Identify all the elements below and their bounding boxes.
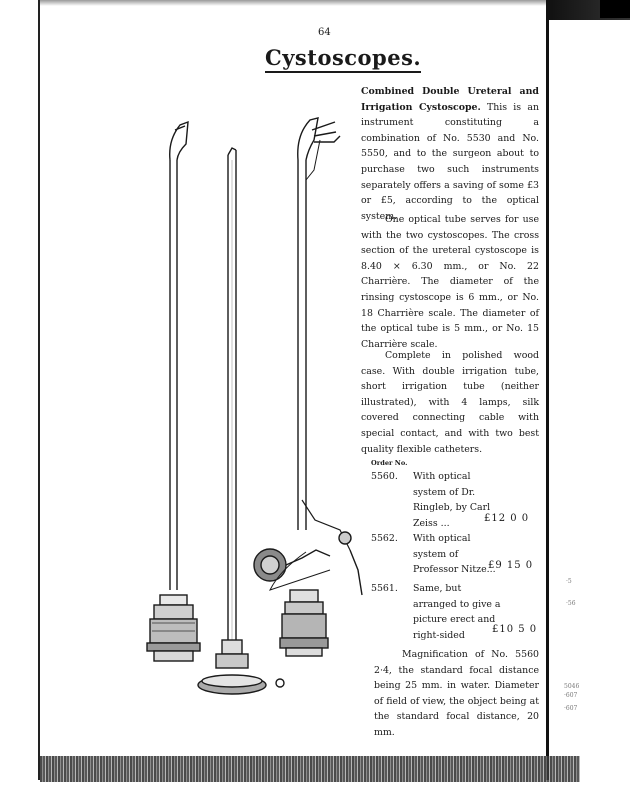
facing-page-text: ·56 [566, 600, 576, 607]
case-contents-paragraph: Complete in polished wood case. With double irrigation tube, short irrigation tube (neither illustrated), with 4 lamps, silk covered connecting cable with special contact, and with two best quality flexible catheters. [361, 350, 539, 455]
order-no-label: Order No. [371, 459, 408, 467]
ureteral-cystoscope-drawing [147, 122, 200, 661]
cystoscope-illustration [130, 100, 370, 700]
page-bottom-scan-edge [40, 756, 580, 782]
optical-tube-drawing [198, 148, 284, 694]
order-description: With optical system of Dr. Ringleb, by Carl Zeiss ... [413, 471, 491, 529]
order-description: With optical system of Professor Nitze... [413, 533, 496, 576]
order-price: £9 15 0 [488, 560, 534, 571]
order-description: Same, but arranged to give a picture erect and right-sided [413, 583, 501, 641]
order-number: 5562. [371, 533, 398, 544]
facing-page-tab [600, 0, 630, 18]
magnification-paragraph: Magnification of No. 5560 2·4, the standard focal distance being 25 mm. in water. Diameter of field of view, the object being at the standard focal distance, 20 mm. [374, 649, 539, 738]
optical-tube-paragraph: One optical tube serves for use with the two cystoscopes. The cross section of the ureteral cystoscope is 8.40 × 6.30 mm., or No. 22 Charrière. The diameter of the rinsing cystoscope is 6 mm., or No. 18 Charrière scale. The diameter of the optical tube is 5 mm., or No. 15 Charrière scale. [361, 214, 539, 350]
page-right-rule [546, 0, 549, 780]
page-left-rule [38, 0, 40, 780]
order-price: £12 0 0 [484, 513, 530, 524]
intro-text: This is an instrument constituting a combination of No. 5530 and No. 5550, and to the surgeon about to purchase two such instruments separately offers a saving of some £3 or £5, according to the optical system. [361, 101, 539, 222]
page-number: 64 [318, 27, 331, 38]
order-number: 5560. [371, 471, 398, 482]
intro-paragraph [361, 84, 539, 224]
facing-page-text: ·607 [564, 705, 578, 712]
instrument-heading: Combined Double Ureteral and Irrigation Cystoscope. [361, 86, 539, 113]
order-number: 5561. [371, 583, 398, 594]
facing-page-text: ·5 [566, 578, 572, 585]
order-price: £10 5 0 [492, 624, 538, 635]
irrigation-cystoscope-drawing [254, 118, 362, 656]
page-top-edge [40, 0, 548, 6]
facing-page-text: ·607 [564, 692, 578, 699]
facing-page-text: 5046 [564, 683, 580, 690]
page-title: Cystoscopes. [265, 45, 421, 73]
